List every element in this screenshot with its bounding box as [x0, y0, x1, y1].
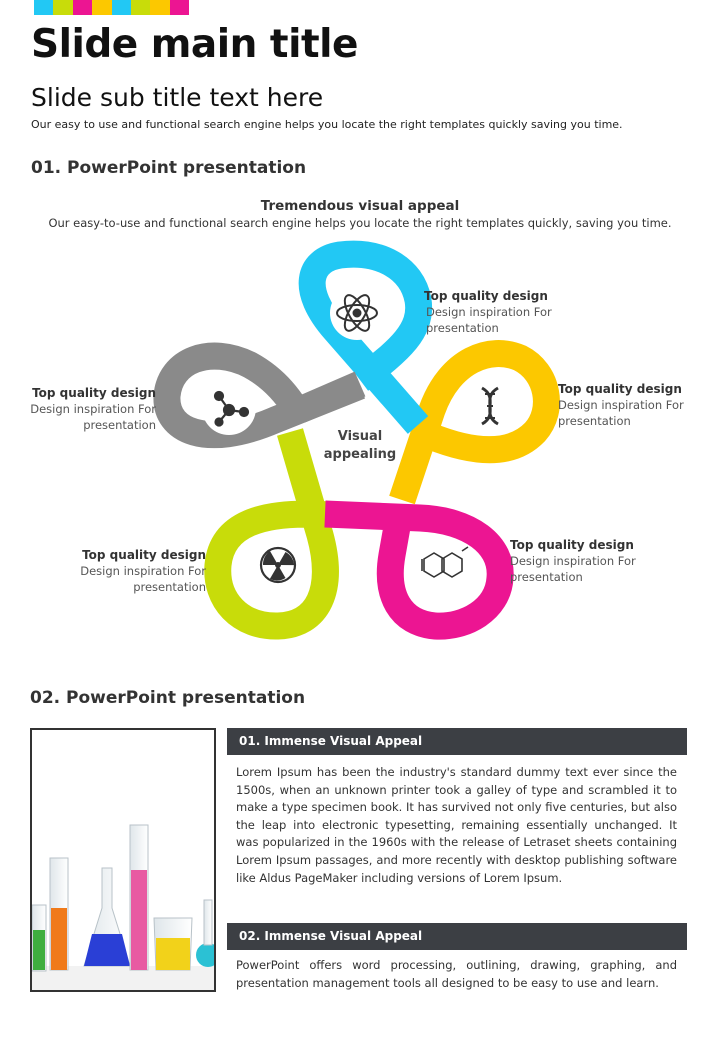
item-desc: Design inspiration For [80, 564, 206, 578]
section-1-title: 01. PowerPoint presentation [31, 158, 307, 178]
item-desc: Design inspiration For [558, 398, 684, 412]
item-desc: presentation [510, 570, 583, 584]
magenta-loop [325, 510, 500, 626]
item-desc: Design inspiration For [30, 402, 156, 416]
item-title: Top quality design [558, 382, 682, 396]
diagram-heading: Tremendous visual appeal [260, 198, 460, 214]
slide-main-title: Slide main title [31, 22, 358, 67]
item-title: Top quality design [424, 289, 548, 303]
section-2-title: 02. PowerPoint presentation [30, 688, 306, 708]
item-label-magenta [510, 537, 660, 585]
block-2-heading: 02. Immense Visual Appeal [227, 923, 687, 950]
block-1-heading: 01. Immense Visual Appeal [227, 728, 687, 755]
intro-text: Our easy to use and functional search engine helps you locate the right templates quickly saving you time. [31, 118, 623, 131]
item-desc: presentation [133, 580, 206, 594]
item-label-cyan [424, 288, 574, 336]
item-title: Top quality design [32, 386, 156, 400]
item-label-gray [6, 385, 156, 433]
lime-loop [218, 432, 330, 626]
block-2-text: PowerPoint offers word processing, outlining, drawing, graphing, and presentation management tools all designed to be easy to use and learn. [236, 958, 677, 990]
center-label-line: Visual [337, 429, 383, 444]
item-label-yellow [558, 381, 708, 429]
item-desc: Design inspiration For [510, 554, 636, 568]
item-desc: presentation [83, 418, 156, 432]
item-desc: presentation [426, 321, 499, 335]
slide-sub-title: Slide sub title text here [31, 83, 324, 112]
lab-glassware-photo [30, 728, 216, 992]
block-1-text: Lorem Ipsum has been the industry's standard dummy text ever since the 1500s, when an unknown printer took a galley of type and scrambled it to make a type specimen book. It has survived not only five centuries, but also the leap into electronic typesetting, remaining essentially unchanged. It was popularized in the 1960s with the release of Letraset sheets containing Lorem Ipsum passages, and more recently with desktop publishing software like Aldus PageMaker including versions of Lorem Ipsum. [236, 765, 677, 885]
center-label-line: appealing [323, 447, 397, 462]
item-title: Top quality design [82, 548, 206, 562]
item-desc: Design inspiration For [426, 305, 552, 319]
gray-overlap [300, 384, 360, 410]
item-title: Top quality design [510, 538, 634, 552]
center-label [320, 428, 400, 464]
lab-glassware-illustration [32, 730, 214, 990]
diagram-subheading: Our easy-to-use and functional search engine helps you locate the right templates quickly, saving you time. [48, 216, 672, 230]
item-label-lime [56, 547, 206, 595]
item-desc: presentation [558, 414, 631, 428]
